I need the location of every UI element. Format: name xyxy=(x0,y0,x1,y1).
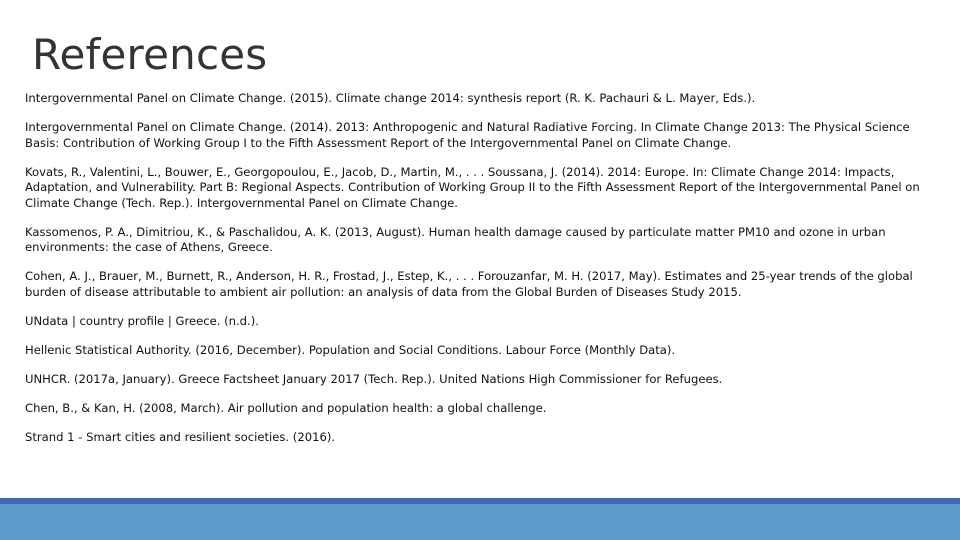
reference-item: UNHCR. (2017a, January). Greece Factsheet January 2017 (Tech. Rep.). United Nations High Commissioner for Refugees. xyxy=(25,371,723,386)
reference-item: Intergovernmental Panel on Climate Change. (2015). Climate change 2014: synthesis report (R. K. Pachauri & L. Mayer, Eds.). xyxy=(25,91,756,105)
page-title: References xyxy=(32,30,268,79)
reference-item: Chen, B., & Kan, H. (2008, March). Air pollution and population health: a global challenge. xyxy=(25,400,547,415)
reference-item: Kassomenos, P. A., Dimitriou, K., & Paschalidou, A. K. (2013, August). Human health damage caused by particulate matter PM10 and ozone in urban environments: the case of Athens, Greece. xyxy=(25,224,886,254)
reference-item: Cohen, A. J., Brauer, M., Burnett, R., Anderson, H. R., Frostad, J., Estep, K., . . . Forouzanfar, M. H. (2017, May). Estimates and 25-year trends of the global burden of disease attributable to ambient air pollution: an analysis of data from the Global Burden of Diseases Study 2015. xyxy=(25,269,913,299)
reference-item: Strand 1 - Smart cities and resilient societies. (2016). xyxy=(25,429,336,444)
reference-list xyxy=(25,91,940,459)
reference-item: Kovats, R., Valentini, L., Bouwer, E., Georgopoulou, E., Jacob, D., Martin, M., . . . Soussana, J. (2014). 2014: Europe. In: Climate Change 2014: Impacts, Adaptation, and Vulnerability. Part B: Regional Aspects. Contribution of Working Group II to the Fifth Assessment Report of the Intergovernmental Panel on Climate Change (Tech. Rep.). Intergovernmental Panel on Climate Change. xyxy=(25,164,920,210)
reference-item: UNdata | country profile | Greece. (n.d.). xyxy=(25,313,259,328)
reference-item: Intergovernmental Panel on Climate Change. (2014). 2013: Anthropogenic and Natural Radiative Forcing. In Climate Change 2013: The Physical Science Basis: Contribution of Working Group I to the Fifth Assessment Report of the Intergovernmental Panel on Climate Change. xyxy=(25,120,910,150)
footer-bar xyxy=(0,504,960,540)
reference-item: Hellenic Statistical Authority. (2016, December). Population and Social Conditions. Labour Force (Monthly Data). xyxy=(25,342,676,357)
